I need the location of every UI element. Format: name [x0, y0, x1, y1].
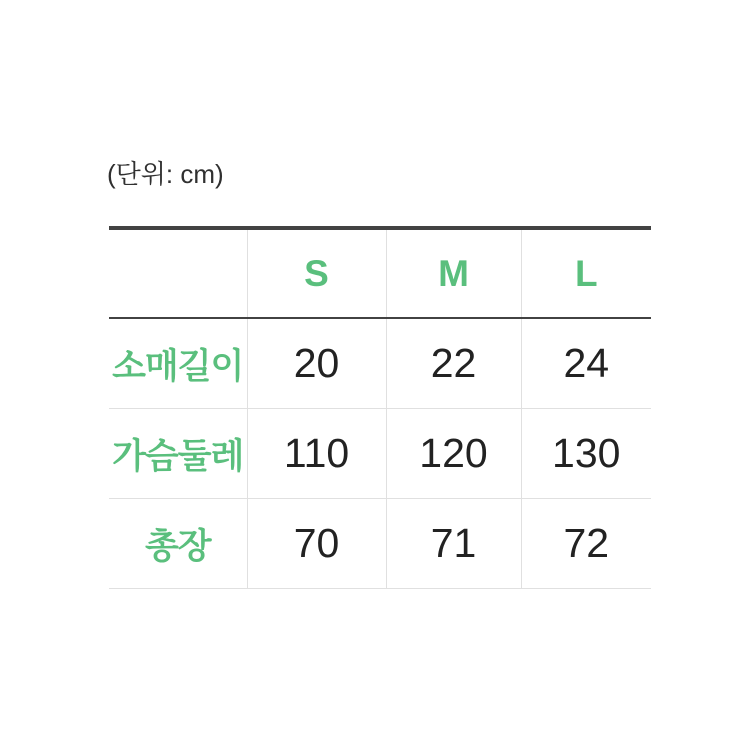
corner-cell	[109, 228, 247, 318]
row-label-chest: 가슴둘레	[109, 409, 247, 499]
value-cell-sleeve-m: 22	[386, 318, 521, 409]
table-row-total-length	[109, 499, 651, 589]
value-cell-total-s: 70	[247, 499, 386, 589]
table-row-chest	[109, 409, 651, 499]
size-column-header-l: L	[521, 228, 651, 318]
value-cell-total-m: 71	[386, 499, 521, 589]
size-chart-table	[109, 226, 651, 589]
size-header-row	[109, 228, 651, 318]
value-cell-total-l: 72	[521, 499, 651, 589]
table-row-sleeve-length	[109, 318, 651, 409]
value-cell-chest-s: 110	[247, 409, 386, 499]
unit-note: (단위: cm)	[107, 159, 224, 189]
value-cell-sleeve-l: 24	[521, 318, 651, 409]
size-column-header-s: S	[247, 228, 386, 318]
row-label-total-length: 총장	[109, 499, 247, 589]
size-column-header-m: M	[386, 228, 521, 318]
value-cell-sleeve-s: 20	[247, 318, 386, 409]
value-cell-chest-m: 120	[386, 409, 521, 499]
value-cell-chest-l: 130	[521, 409, 651, 499]
row-label-sleeve-length: 소매길이	[109, 318, 247, 409]
